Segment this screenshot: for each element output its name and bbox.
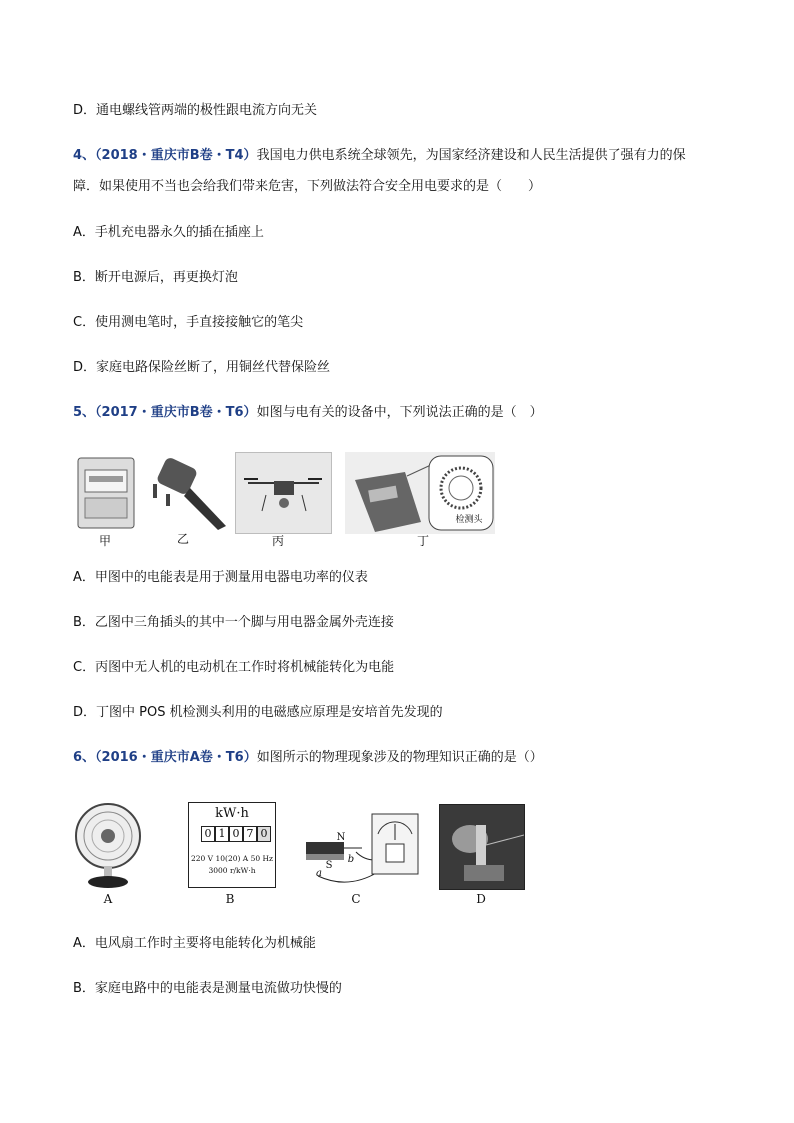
- q6-meter-digit: 0: [201, 826, 215, 842]
- q6-meter-digit: 7: [243, 826, 257, 842]
- q6-meter-digit: 1: [215, 826, 229, 842]
- q6-fan-image: [70, 802, 146, 890]
- q3-option-d: D．通电螺线管两端的极性跟电流方向无关: [73, 103, 318, 118]
- q5-label-yi: 乙: [176, 532, 189, 546]
- q6-photo-image: [439, 804, 525, 890]
- q6-meter-spec2: 3000 r/kW·h: [208, 866, 256, 875]
- q6-label-c: C: [351, 892, 361, 906]
- q5-drone-image: [235, 452, 332, 534]
- q4-option-b: B．断开电源后，再更换灯泡: [73, 270, 238, 285]
- q4-source: （2018・重庆市B卷・T4）: [95, 148, 257, 163]
- q6-option-a: A．电风扇工作时主要将电能转化为机械能: [73, 936, 316, 951]
- q5-number: 5、: [73, 405, 96, 420]
- q6-stem-text: 如图所示的物理现象涉及的物理知识正确的是（）: [256, 750, 543, 765]
- q6-label-d: D: [476, 892, 486, 906]
- q5-stem: [73, 404, 543, 422]
- q4-option-a: A．手机充电器永久的插在插座上: [73, 225, 264, 240]
- q6-wire-b: b: [347, 854, 355, 865]
- q5-meter-image: [75, 456, 137, 531]
- q6-meter-digit: 0: [229, 826, 243, 842]
- q6-meter-digit: 0: [257, 826, 271, 842]
- q4-number: 4、: [73, 148, 96, 163]
- q6-source: （2016・重庆市A卷・T6）: [95, 750, 257, 765]
- q5-option-b: B．乙图中三角插头的其中一个脚与用电器金属外壳连接: [73, 615, 394, 630]
- q4-stem-line2: 障．如果使用不当也会给我们带来危害，下列做法符合安全用电要求的是（ ）: [73, 179, 542, 194]
- q6-meter-unit: kW·h: [215, 806, 249, 821]
- q4-stem-text: 我国电力供电系统全球领先，为国家经济建设和人民生活提供了强有力的保: [256, 148, 686, 163]
- q5-label-jia: 甲: [98, 534, 111, 548]
- q5-figure: [73, 450, 503, 548]
- q6-label-a: A: [103, 892, 113, 906]
- q5-label-ding: 丁: [416, 534, 429, 548]
- q6-stem: [73, 749, 543, 767]
- q5-plug-image: [148, 452, 233, 532]
- q6-figure: [70, 800, 530, 910]
- q5-option-a: A．甲图中的电能表是用于测量用电器电功率的仪表: [73, 570, 368, 585]
- q6-option-b: B．家庭电路中的电能表是测量电流做功快慢的: [73, 981, 342, 996]
- q6-meter-spec1: 220 V 10(20) A 50 Hz: [190, 854, 274, 863]
- q5-option-c: C．丙图中无人机的电动机在工作时将机械能转化为电能: [73, 660, 395, 675]
- q4-option-c: C．使用测电笔时，手直接接触它的笔尖: [73, 315, 304, 330]
- q6-wire-a: a: [316, 868, 322, 879]
- q6-magnet-s: S: [325, 860, 333, 871]
- q5-option-d: D．丁图中 POS 机检测头利用的电磁感应原理是安培首先发现的: [73, 705, 443, 720]
- q6-number: 6、: [73, 750, 96, 765]
- q6-magnet-n: N: [336, 832, 346, 843]
- q6-label-b: B: [225, 892, 235, 906]
- q5-stem-text: 如图与电有关的设备中，下列说法正确的是（ ）: [256, 405, 543, 420]
- q6-meter-digits: [201, 826, 271, 842]
- q5-source: （2017・重庆市B卷・T6）: [95, 405, 257, 420]
- q5-pos-inner-label: 检测头: [455, 515, 483, 525]
- q4-option-d: D．家庭电路保险丝断了，用铜丝代替保险丝: [73, 360, 331, 375]
- q4-stem-line1: [73, 147, 686, 165]
- q5-label-bing: 丙: [271, 534, 284, 548]
